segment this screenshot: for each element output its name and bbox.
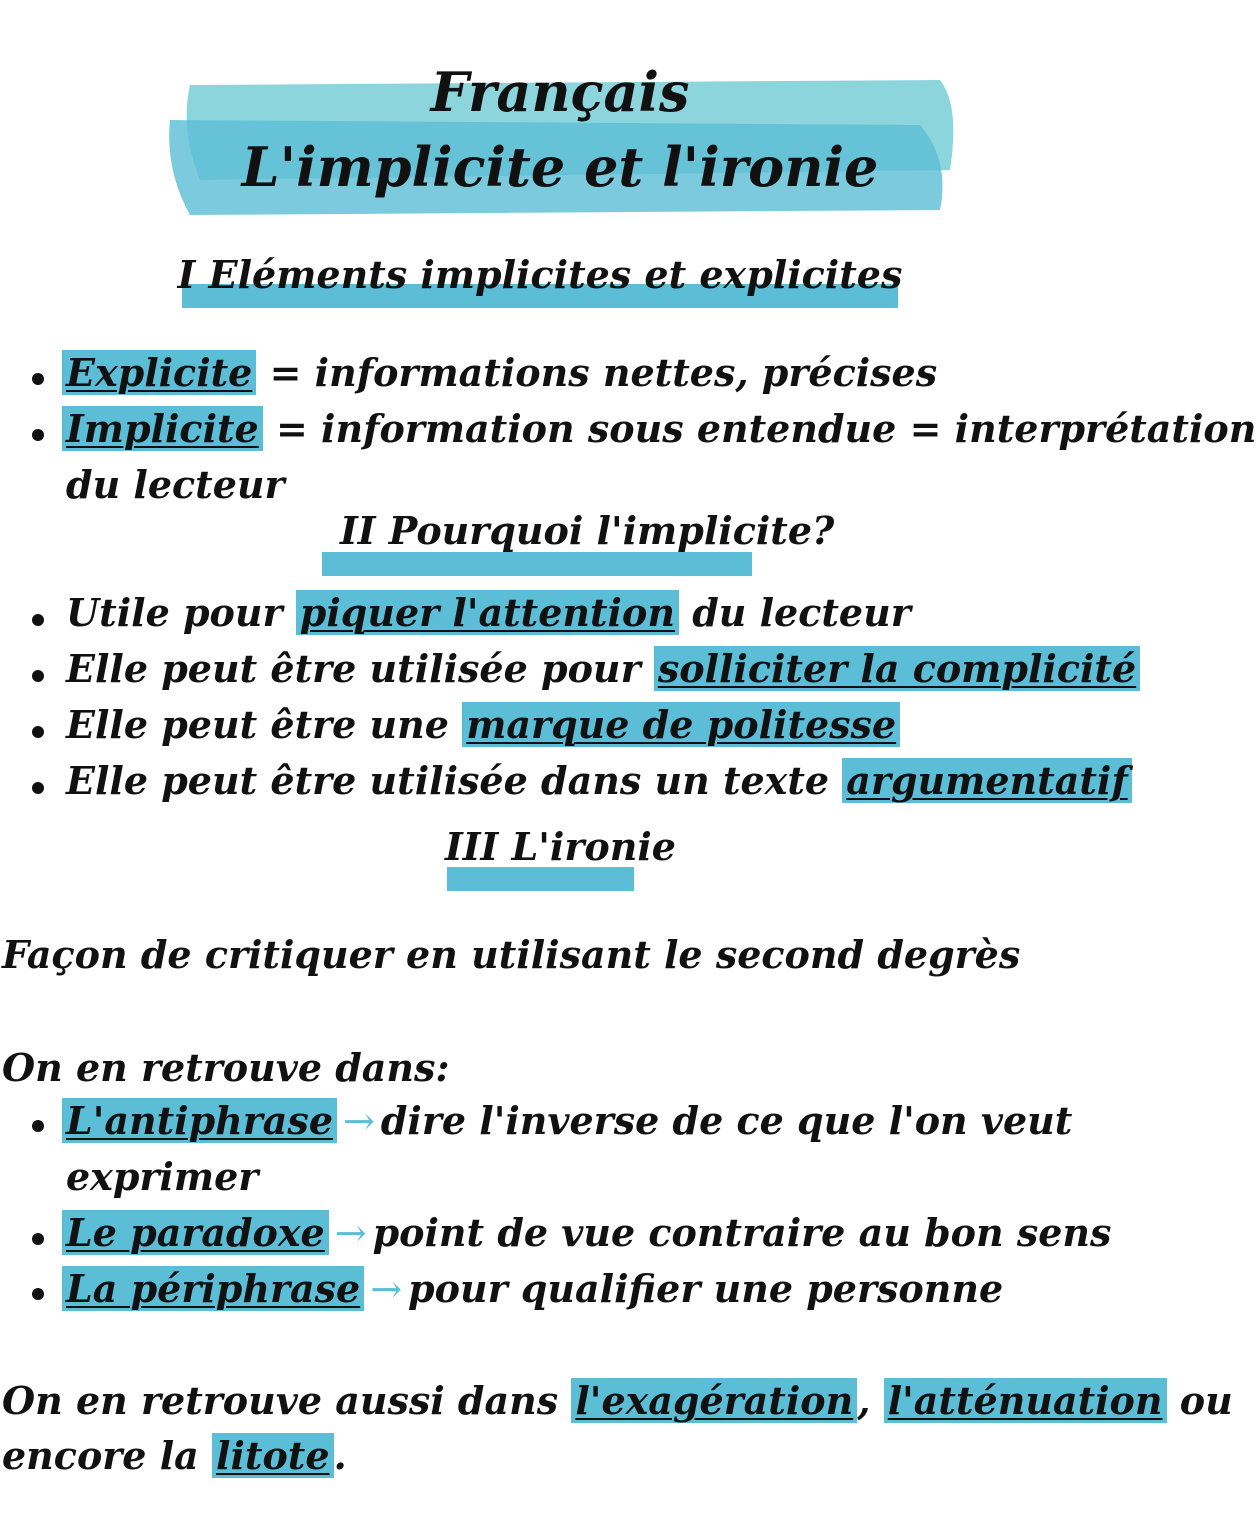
conclusion-text: encore la	[2, 1433, 213, 1478]
conclusion-line2	[2, 1433, 347, 1479]
page-title: L'implicite et l'ironie	[241, 135, 879, 199]
reason-highlight: marque de politesse	[462, 702, 900, 747]
implicit-item	[62, 406, 1256, 452]
figure-item-cont: exprimer	[66, 1154, 259, 1199]
conclusion-highlight: l'atténuation	[884, 1378, 1167, 1423]
section2-heading-bar	[322, 552, 752, 576]
implicit-item-cont: du lecteur	[66, 462, 285, 507]
reason-text: Utile pour	[66, 590, 296, 635]
term-explicite: Explicite	[62, 350, 256, 395]
reason-highlight: piquer l'attention	[296, 590, 679, 635]
bullet	[32, 1120, 44, 1132]
figure-term: Le paradoxe	[62, 1210, 329, 1255]
conclusion-text: ou	[1166, 1378, 1233, 1423]
irony-definition: Façon de critiquer en utilisant le second degrès	[2, 932, 1021, 977]
reason-text: Elle peut être une	[66, 702, 463, 747]
reason-item	[66, 590, 911, 636]
figure-item	[62, 1266, 1003, 1312]
arrow-icon: →	[343, 1099, 375, 1143]
figure-item	[62, 1098, 1072, 1144]
arrow-icon: →	[334, 1211, 367, 1255]
conclusion-line1	[2, 1378, 1233, 1424]
irony-intro: On en retrouve dans:	[2, 1045, 450, 1090]
bullet	[32, 726, 44, 738]
bullet	[32, 1233, 44, 1245]
explicit-item	[62, 350, 937, 396]
reason-text: Elle peut être utilisée dans un texte	[66, 758, 843, 803]
explicit-definition: = informations nettes, précises	[269, 350, 938, 395]
page-subject: Français	[430, 60, 690, 124]
reason-item	[66, 702, 900, 748]
section1-heading: I Eléments implicites et explicites	[177, 252, 903, 297]
figure-term: L'antiphrase	[62, 1098, 337, 1143]
figure-desc: dire l'inverse de ce que l'on veut	[380, 1098, 1073, 1143]
reason-highlight: solliciter la complicité	[654, 646, 1140, 691]
reason-text: Elle peut être utilisée pour	[66, 646, 654, 691]
section3-heading: III L'ironie	[445, 824, 676, 869]
bullet	[32, 1288, 44, 1300]
figure-desc: pour qualifier une personne	[408, 1266, 1004, 1311]
reason-highlight: argumentatif	[842, 758, 1131, 803]
section2-heading: II Pourquoi l'implicite?	[340, 508, 835, 553]
bullet	[32, 373, 44, 385]
term-implicite: Implicite	[62, 406, 263, 451]
section3-heading-bar	[447, 867, 634, 891]
bullet	[32, 782, 44, 794]
reason-item	[66, 646, 1140, 692]
conclusion-highlight: l'exagération	[571, 1378, 857, 1423]
conclusion-text: On en retrouve aussi dans	[2, 1378, 572, 1423]
bullet	[32, 429, 44, 441]
figure-desc: point de vue contraire au bon sens	[372, 1210, 1112, 1255]
conclusion-highlight: litote	[212, 1433, 334, 1478]
conclusion-end: .	[333, 1433, 347, 1478]
figure-term: La périphrase	[62, 1266, 364, 1311]
figure-item	[62, 1210, 1111, 1256]
arrow-icon: →	[370, 1267, 403, 1311]
bullet	[32, 614, 44, 626]
implicit-definition: = information sous entendue = interprétation	[275, 406, 1256, 451]
bullet	[32, 670, 44, 682]
conclusion-sep: ,	[857, 1378, 884, 1423]
reason-text-end: du lecteur	[678, 590, 911, 635]
reason-item	[66, 758, 1132, 804]
